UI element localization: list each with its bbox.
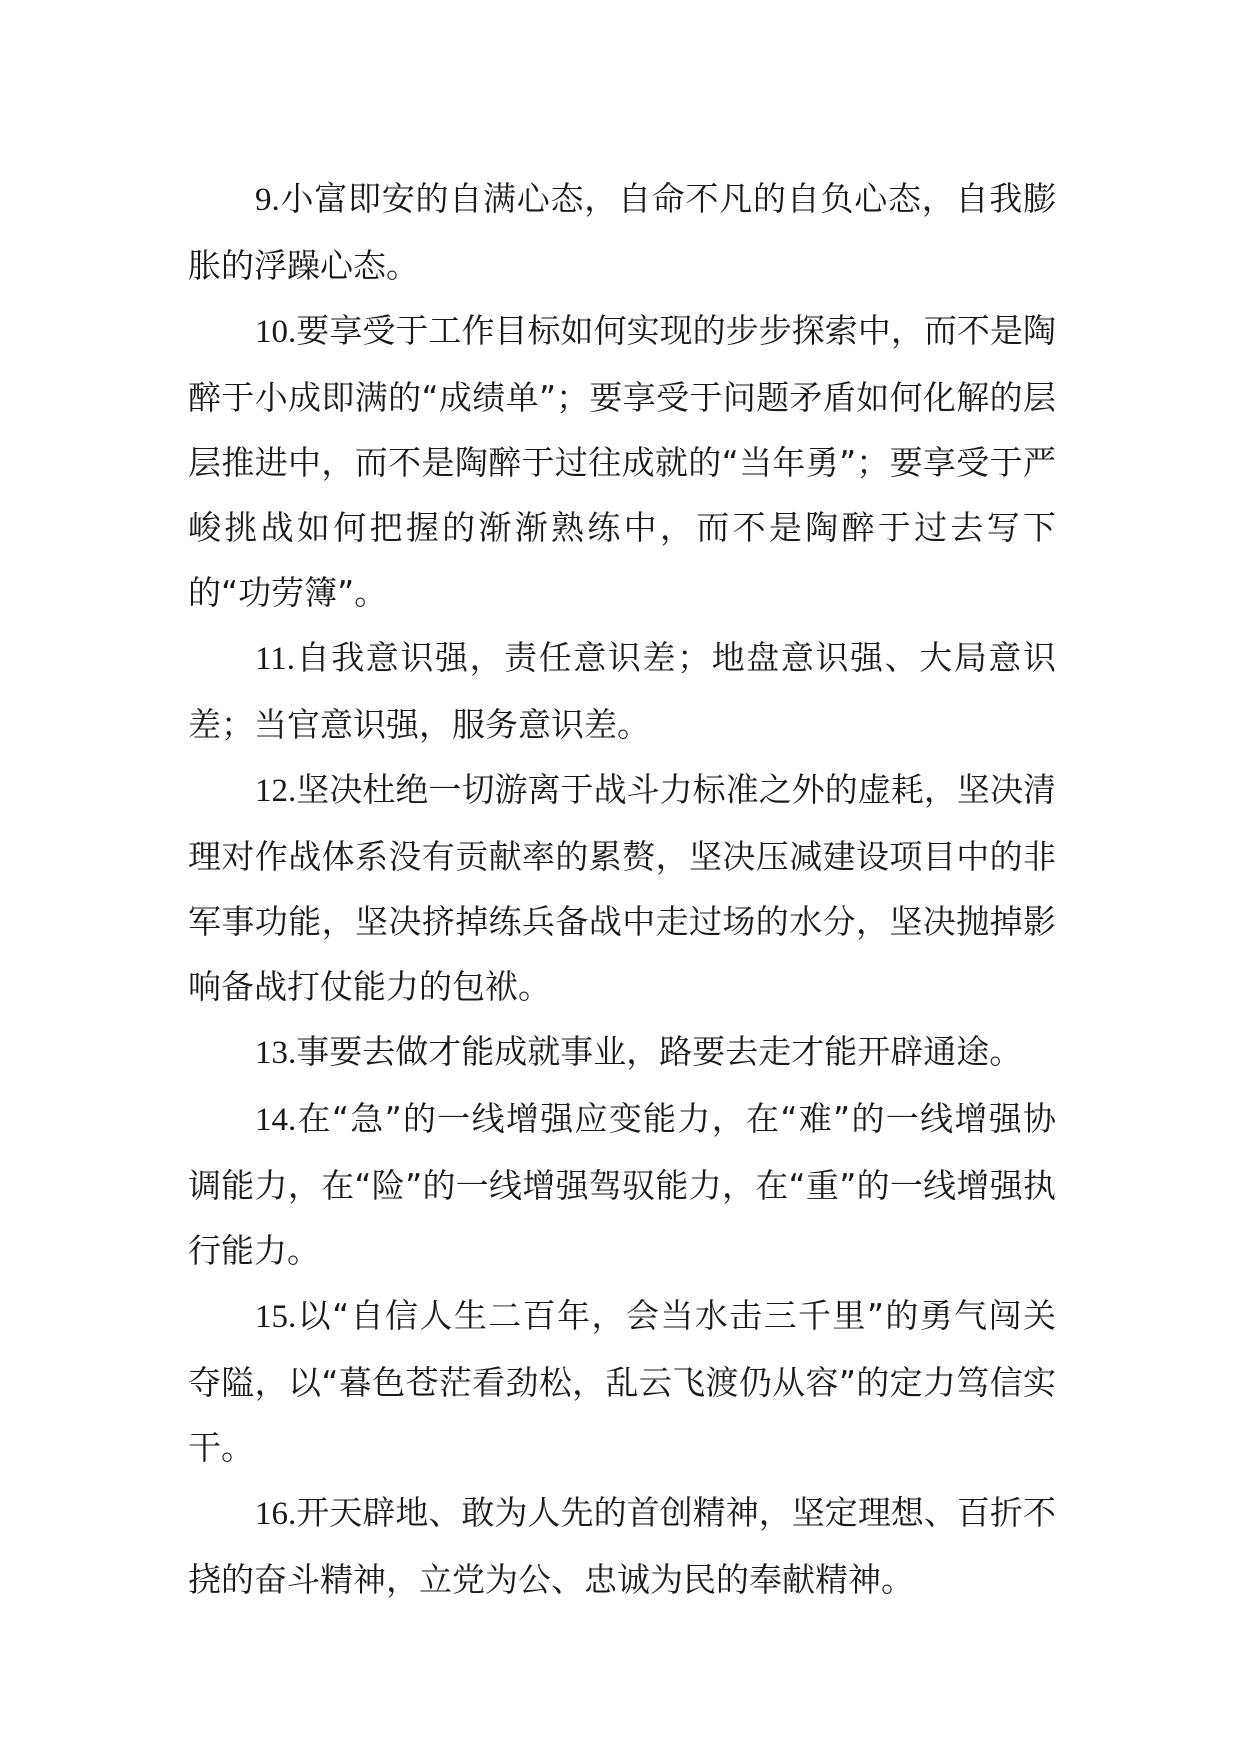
paragraph-text: 事要去做才能成就事业，路要去走才能开辟通途。	[296, 1032, 1023, 1071]
paragraph-11	[188, 625, 1056, 757]
paragraph-number: 11.	[255, 641, 296, 677]
paragraph-text: 小富即安的自满心态，自命不凡的自负心态，自我膨胀的浮躁心态。	[188, 179, 1056, 285]
paragraph-number: 10.	[255, 314, 297, 350]
paragraph-10	[188, 298, 1056, 625]
paragraph-number: 15.	[255, 1299, 297, 1335]
paragraph-text: 在“急”的一线增强应变能力，在“难”的一线增强协调能力，在“险”的一线增强驾驭能力，在“重”的一线增强执行能力。	[188, 1099, 1056, 1270]
paragraph-number: 14.	[255, 1102, 297, 1138]
paragraph-text: 坚决杜绝一切游离于战斗力标准之外的虚耗，坚决清理对作战体系没有贡献率的累赘，坚决压减建设项目中的非军事功能，坚决挤掉练兵备战中走过场的水分，坚决抛掉影响备战打仗能力的包袱。	[188, 770, 1056, 1006]
paragraph-15	[188, 1283, 1056, 1480]
paragraph-13	[188, 1019, 1056, 1086]
paragraph-text: 自我意识强，责任意识差；地盘意识强、大局意识差；当官意识强，服务意识差。	[188, 638, 1056, 744]
body-text	[188, 166, 1056, 1612]
paragraph-16	[188, 1480, 1056, 1612]
paragraph-number: 9.	[255, 182, 280, 218]
paragraph-9	[188, 166, 1056, 298]
paragraph-12	[188, 757, 1056, 1019]
paragraph-14	[188, 1086, 1056, 1283]
paragraph-text: 要享受于工作目标如何实现的步步探索中，而不是陶醉于小成即满的“成绩单”；要享受于问题矛盾如何化解的层层推进中，而不是陶醉于过往成就的“当年勇”；要享受于严峻挑战如何把握的渐渐熟练中，而不是陶醉于过去写下的“功劳簿”。	[188, 311, 1056, 612]
paragraph-number: 12.	[255, 773, 297, 809]
paragraph-text: 以“自信人生二百年，会当水击三千里”的勇气闯关夺隘，以“暮色苍茫看劲松，乱云飞渡仍从容”的定力笃信实干。	[188, 1296, 1056, 1467]
paragraph-text: 开天辟地、敢为人先的首创精神，坚定理想、百折不挠的奋斗精神，立党为公、忠诚为民的奉献精神。	[188, 1493, 1056, 1599]
paragraph-number: 13.	[255, 1035, 297, 1071]
paragraph-number: 16.	[255, 1496, 297, 1532]
